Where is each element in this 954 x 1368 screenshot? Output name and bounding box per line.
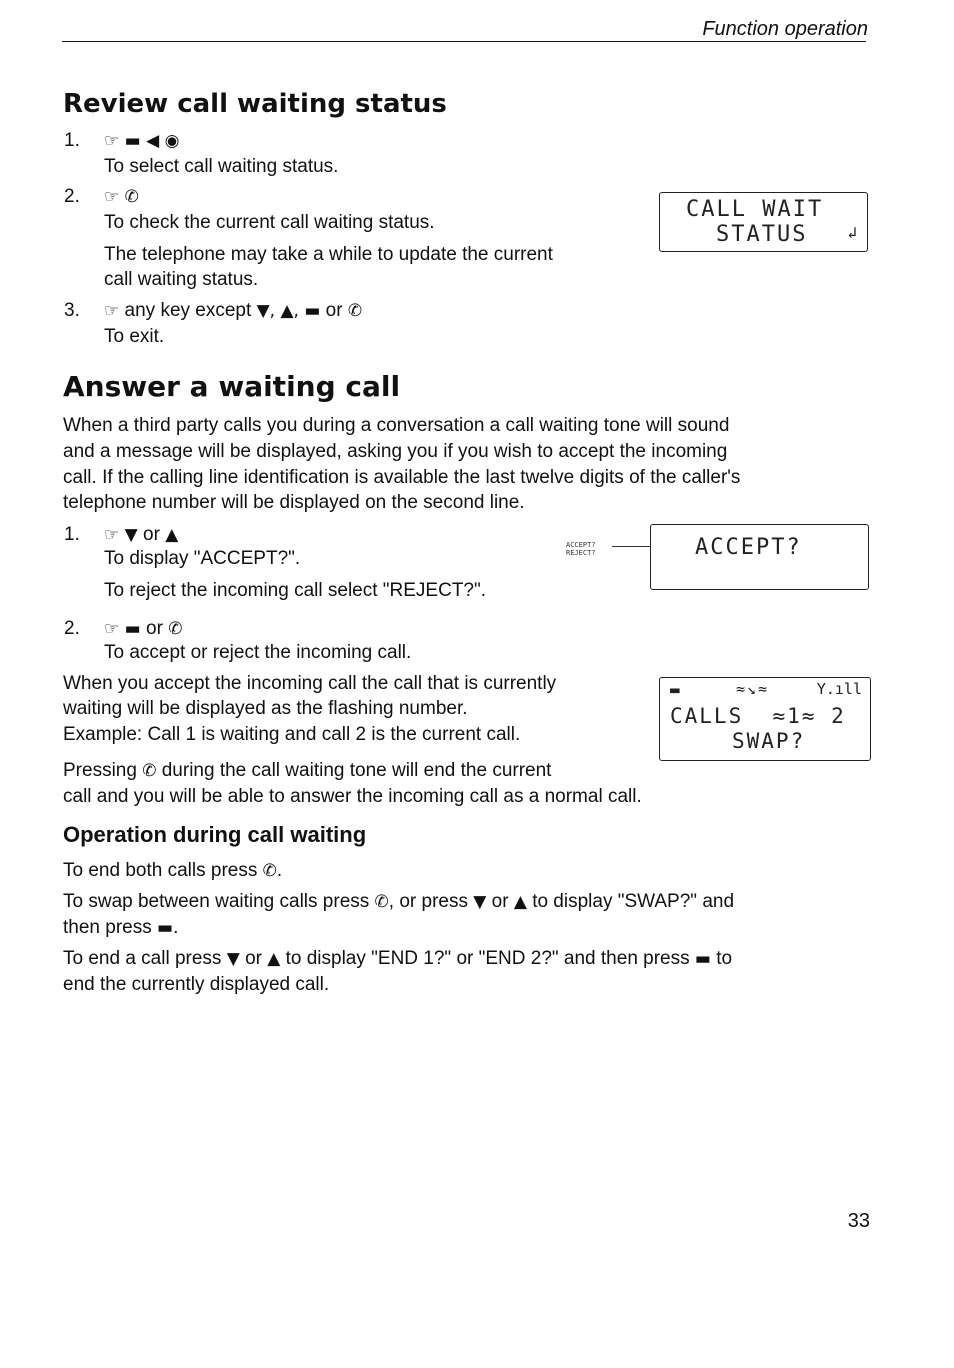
answer-step1-or: or [143,524,160,545]
call-status-icon: ≈↘≈ [736,680,770,698]
calls-swap-display [659,677,871,761]
swap-text-d: then press [63,917,152,938]
review-step3-or: or [325,300,343,321]
answer-para3-line2: call and you will be able to answer the incoming call as a normal call. [63,786,642,807]
section-header: Function operation [702,18,868,40]
review-step3-line [104,298,362,324]
endcall-text-b: to display "END 1?" or "END 2?" and then press [285,948,690,969]
up-key-icon: ▲ [165,525,179,545]
phone-key-icon: ✆ [142,761,157,781]
signal-strength-icon: Y.ıll [816,680,862,698]
review-step3-text: any key except [124,300,252,321]
accept-reject-mini-menu [566,541,596,557]
battery-icon: ▬ [670,680,682,699]
display-line2: STATUS [716,222,808,247]
answer-intro-line4: telephone number will be displayed on the second line. [63,492,525,513]
operation-swap-line1 [63,889,734,915]
key-sequence-icon: ☞ ▬ ◀ ◉ [104,131,180,151]
down-key-icon: ▼ [226,949,240,969]
arrow-keys-icon: ▼, ▲, ▬ [256,301,321,321]
end-both-period: . [276,860,283,881]
swap-text-b: , or press [388,891,468,912]
mini-menu-reject: REJECT? [566,549,596,557]
operation-swap-line2 [63,915,178,941]
review-step2-note-line2: call waiting status. [104,269,259,290]
operation-endcall-line1 [63,946,732,972]
header-rule [62,41,866,42]
endcall-text-c: to [716,948,733,969]
phone-key-icon: ✆ [168,619,183,639]
review-step3-number: 3. [64,300,80,321]
mini-menu-connector [612,546,650,547]
review-title: Review call waiting status [63,89,447,119]
select-key-icon: ▬ [694,949,711,969]
answer-step2-or: or [146,618,163,639]
answer-para3-line1 [63,758,551,784]
down-key-icon: ☞ ▼ [104,525,138,545]
mini-menu-accept: ACCEPT? [566,541,596,549]
answer-intro-line1: When a third party calls you during a conversation a call waiting tone will sound [63,415,730,436]
swap-text-c: to display "SWAP?" and [532,891,735,912]
display-accept-line: ACCEPT? [695,535,802,560]
up-key-icon: ▲ [267,949,281,969]
answer-step1-number: 1. [64,524,80,545]
swap-or: or [491,891,509,912]
answer-step2-keys [104,616,182,642]
end-both-text: To end both calls press [63,860,258,881]
operation-title: Operation during call waiting [63,822,367,847]
swap-period: . [173,917,179,938]
select-key-icon: ☞ ▬ [104,619,141,639]
answer-para2-line1: When you accept the incoming call the call that is currently [63,673,557,694]
key-sequence-icon: ☞ ✆ [104,187,139,207]
call-wait-status-display [659,192,868,252]
answer-intro-line3: call. If the calling line identification is available the last twelve digits of the caller's [63,467,741,488]
answer-step2-number: 2. [64,618,80,639]
review-step2-text: To check the current call waiting status. [104,212,435,233]
accept-display [650,524,869,590]
review-step2-key-icons [104,184,139,210]
display-calls-line: CALLS ≈1≈ 2 [670,704,846,728]
operation-endcall-line2: end the currently displayed call. [63,974,330,995]
answer-step1-reject-text: To reject the incoming call select "REJECT?". [104,580,487,601]
answer-para3-text: during the call waiting tone will end the current [161,760,552,781]
swap-text-a: To swap between waiting calls press [63,891,370,912]
endcall-or: or [245,948,262,969]
return-arrow-icon: ↲ [847,223,859,242]
review-step2-note-line1: The telephone may take a while to update the current [104,244,553,265]
answer-intro-line2: and a message will be displayed, asking you if you wish to accept the incoming [63,441,728,462]
review-step3-exit-text: To exit. [104,326,165,347]
review-step1-text: To select call waiting status. [104,156,339,177]
endcall-text-a: To end a call press [63,948,222,969]
answer-step2-text: To accept or reject the incoming call. [104,642,412,663]
review-step2-number: 2. [64,186,80,207]
operation-end-both [63,858,282,884]
phone-key-icon: ✆ [374,892,389,912]
phone-key-icon: ✆ [347,301,363,321]
answer-para2-line3: Example: Call 1 is waiting and call 2 is the current call. [63,724,521,745]
answer-step1-text: To display "ACCEPT?". [104,548,301,569]
phone-key-icon: ✆ [262,861,277,881]
review-step1-number: 1. [64,130,80,151]
select-key-icon: ▬ [157,918,174,938]
finger-key-icon: ☞ [104,301,120,321]
page-number: 33 [847,1210,870,1232]
review-step1-key-icons [104,128,179,154]
down-key-icon: ▼ [473,892,487,912]
answer-para3-prefix: Pressing [63,760,137,781]
display-swap-line: SWAP? [732,729,806,753]
up-key-icon: ▲ [513,892,527,912]
answer-para2-line2: waiting will be displayed as the flashing number. [63,698,468,719]
answer-step1-keys [104,522,178,548]
answer-title: Answer a waiting call [63,370,401,403]
display-line1: CALL WAIT [686,197,824,222]
